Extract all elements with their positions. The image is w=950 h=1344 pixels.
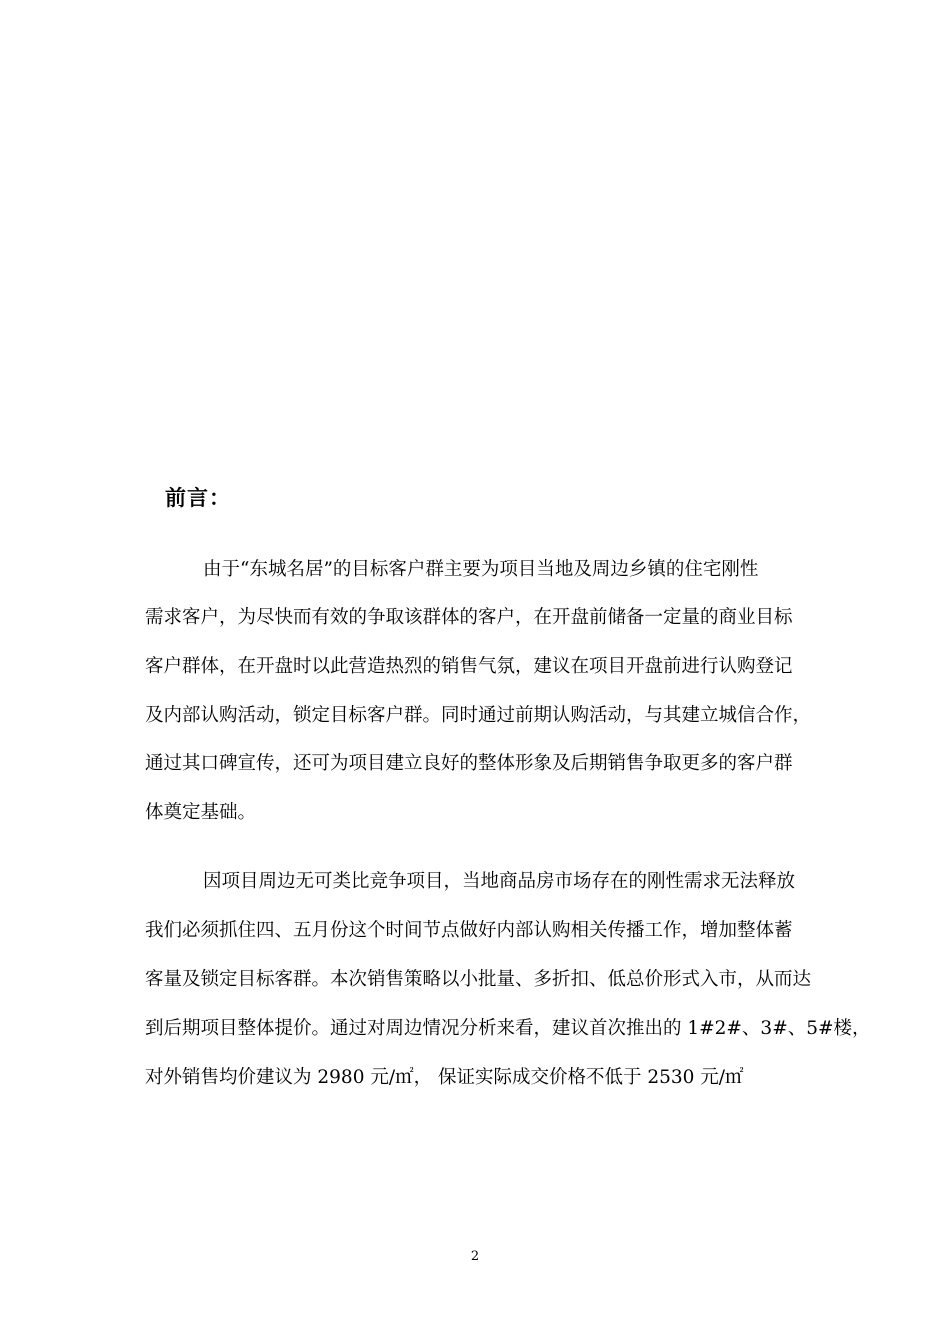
paragraph-2-line-3: 客量及锁定目标客群。本次销售策略以小批量、多折扣、低总价形式入市，从而达 [145, 969, 812, 990]
paragraph-1-line-6: 体奠定基础。 [145, 802, 257, 823]
paragraph-1-line-1: 由于“东城名居”的目标客户群主要为项目当地及周边乡镇的住宅刚性 [203, 559, 759, 580]
paragraph-2-line-5: 对外销售均价建议为 2980 元/㎡， 保证实际成交价格不低于 2530 元/㎡ [145, 1067, 744, 1088]
paragraph-2-line-4: 到后期项目整体提价。通过对周边情况分析来看，建议首次推出的 1#2#、3#、5#楼， [145, 1018, 871, 1039]
paragraph-2-line-1: 因项目周边无可类比竞争项目，当地商品房市场存在的刚性需求无法释放 [203, 871, 796, 892]
paragraph-1-line-3: 客户群体，在开盘时以此营造热烈的销售气氛，建议在项目开盘前进行认购登记 [145, 656, 793, 677]
paragraph-1-line-5: 通过其口碑宣传，还可为项目建立良好的整体形象及后期销售争取更多的客户群 [145, 753, 793, 774]
page-number: 2 [470, 1249, 480, 1264]
paragraph-1-line-2: 需求客户，为尽快而有效的争取该群体的客户，在开盘前储备一定量的商业目标 [145, 607, 793, 628]
section-heading: 前言： [165, 485, 231, 510]
paragraph-1-line-4: 及内部认购活动，锁定目标客户群。同时通过前期认购活动，与其建立城信合作， [145, 705, 812, 726]
paragraph-2-line-2: 我们必须抓住四、五月份这个时间节点做好内部认购相关传播工作，增加整体蓄 [145, 920, 793, 941]
